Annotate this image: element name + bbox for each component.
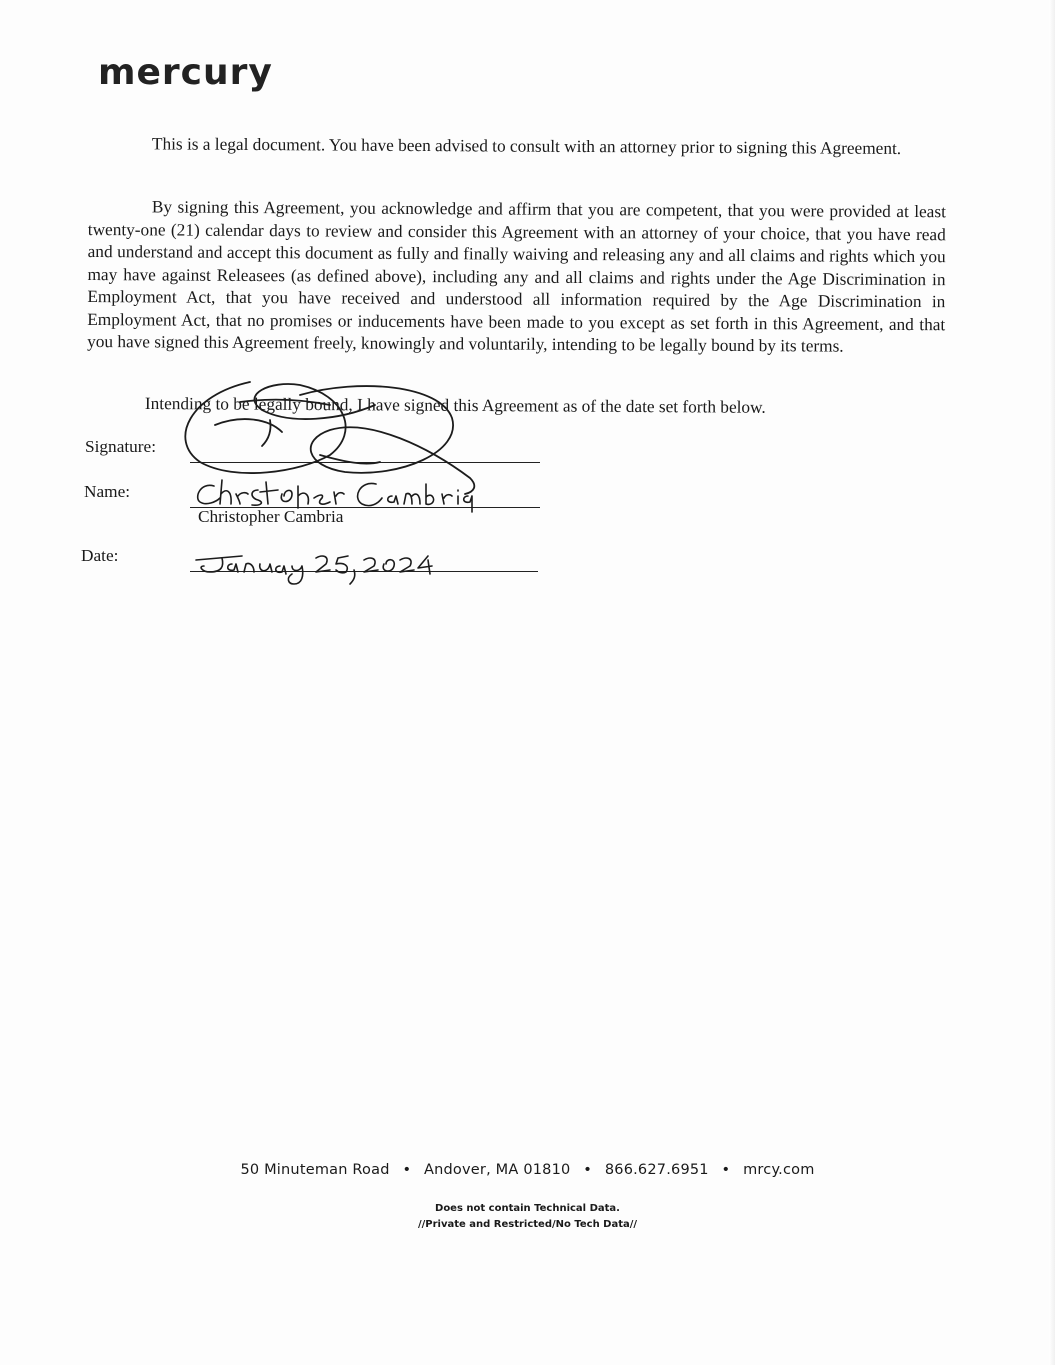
- footer-address: [0, 1162, 1055, 1178]
- footer-separator: •: [721, 1162, 731, 1178]
- footer-separator: •: [583, 1162, 593, 1178]
- scan-edge-shadow: [1049, 0, 1055, 1365]
- intending-statement: Intending to be legally bound, I have signed this Agreement as of the date set forth below.: [144, 394, 766, 417]
- printed-name: Christopher Cambria: [198, 507, 344, 526]
- technical-data-note: Does not contain Technical Data.: [435, 1203, 620, 1214]
- name-label: Name:: [84, 482, 131, 501]
- footer-website[interactable]: mrcy.com: [743, 1162, 815, 1178]
- handwritten-date: [196, 556, 432, 584]
- restriction-marking: //Private and Restricted/No Tech Data//: [417, 1219, 638, 1230]
- footer-separator: •: [402, 1162, 412, 1178]
- signature-label: Signature:: [85, 437, 157, 456]
- footer-phone: 866.627.6951: [604, 1162, 709, 1178]
- legal-notice-paragraph: This is a legal document. You have been advised to consult with an attorney prior to signing this Agreement.: [151, 134, 902, 158]
- footer-street: 50 Minuteman Road: [240, 1162, 390, 1178]
- signature-line: [190, 462, 540, 463]
- date-line: [190, 571, 538, 572]
- date-label: Date:: [81, 546, 119, 565]
- footer-city: Andover, MA 01810: [424, 1162, 571, 1178]
- acknowledgement-paragraph: By signing this Agreement, you acknowledge and affirm that you are competent, that you were provided at least twenty-one (21) calendar days to review and consider this Agreement with an attorney of your choice, that you have read and understand and accept this document as fully and finally waiving and releasing any and all claims and rights which you may have against Releasees (as defined above), including any and all claims and rights under the Age Discrimination in Employment Act, that you have received and understood all information required by the Age Discrimination in Employment Act, that no promises or inducements have been made to you except as set forth in this Agreement, and that you have signed this Agreement freely, knowingly and voluntarily, intending to be legally bound by its terms.: [87, 197, 946, 356]
- company-logo: mercury: [98, 52, 273, 93]
